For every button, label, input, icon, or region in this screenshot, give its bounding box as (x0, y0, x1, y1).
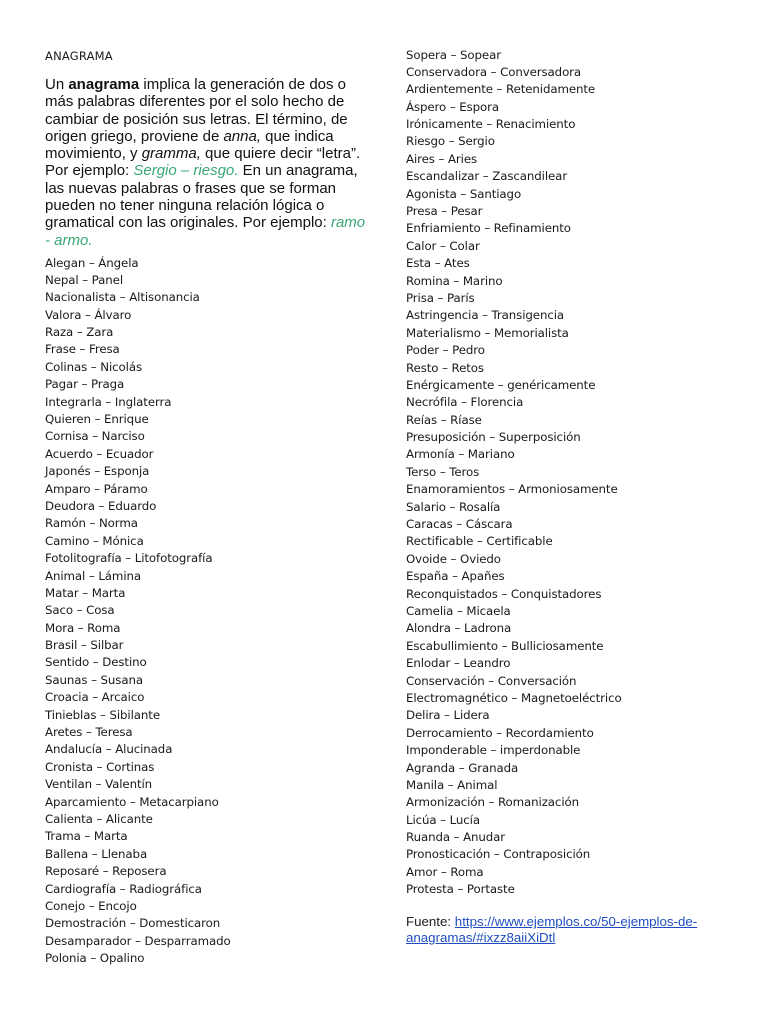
source-link[interactable]: https://www.ejemplos.co/50-ejemplos-de-anagramas/#ixzz8aiiXiDtl (406, 914, 698, 945)
intro-term: anagrama (68, 76, 140, 93)
anagram-pair: Poder – Pedro (406, 343, 485, 358)
anagram-pair: Alegan – Ángela (45, 255, 139, 270)
anagram-pair: Pagar – Praga (45, 377, 125, 392)
anagram-pair: Aparcamiento – Metacarpiano (45, 794, 219, 809)
anagram-pair: Matar – Marta (45, 585, 126, 600)
anagram-pair: Saco – Cosa (45, 603, 115, 618)
anagram-pair: Armonización – Romanización (406, 795, 579, 810)
anagram-pair: Manila – Animal (406, 777, 498, 792)
anagram-pair: Raza – Zara (45, 325, 114, 340)
anagram-pair: Caracas – Cáscara (406, 517, 513, 532)
anagram-pair: Aires – Aries (406, 151, 478, 166)
anagram-pair: Terso – Teros (406, 464, 480, 479)
anagram-pair: Enfriamiento – Refinamiento (406, 221, 571, 236)
intro-example-sergio: Sergio – riesgo. (133, 162, 239, 180)
anagram-pair: Presuposición – Superposición (406, 430, 581, 445)
anagram-pair: Trama – Marta (45, 829, 128, 844)
anagram-pair: Astringencia – Transigencia (406, 308, 565, 323)
anagram-pair: Calienta – Alicante (45, 812, 153, 826)
anagram-pair: Presa – Pesar (406, 204, 483, 219)
anagram-pair: Esta – Ates (406, 256, 470, 271)
intro-text: implica la generación de dos o más palabras diferentes por el solo hecho de cambiar de posición sus letras. El término, de origen griego, proviene de (45, 76, 348, 145)
anagram-pair: Pronosticación – Contraposición (406, 847, 591, 862)
anagram-pair: Reposaré – Reposera (45, 864, 167, 879)
anagram-pair: Romina – Marino (406, 273, 503, 288)
anagram-pair: Prisa – París (406, 290, 475, 305)
anagram-pair: Amor – Roma (406, 864, 484, 879)
anagram-pair: Rectificable – Certificable (406, 534, 553, 549)
anagram-pair: Quieren – Enrique (45, 412, 149, 427)
anagram-pair: Andalucía – Alucinada (45, 742, 173, 757)
anagram-pair: Ruanda – Anudar (406, 830, 506, 845)
anagram-pair: Deudora – Eduardo (45, 498, 157, 513)
anagram-pair: Resto – Retos (406, 360, 484, 375)
anagram-pair: Integrarla – Inglaterra (45, 394, 172, 409)
anagram-pair: Enlodar – Leandro (406, 656, 511, 671)
intro-text: que quiere decir “letra”. Por ejemplo: (45, 145, 361, 180)
source-label: Fuente: (406, 914, 455, 929)
anagram-pair: Escandalizar – Zascandilear (406, 169, 568, 184)
anagram-pair: Valora – Álvaro (45, 307, 132, 322)
anagram-pair: Áspero – Espora (406, 99, 500, 114)
anagram-pair: Imponderable – imperdonable (406, 743, 581, 758)
intro-gramma: gramma, (141, 145, 201, 163)
anagram-pair: Reías – Ríase (406, 412, 482, 427)
anagram-pair: Animal – Lámina (45, 568, 141, 583)
anagram-pair: Agonista – Santiago (406, 186, 522, 201)
anagram-pair: Ballena – Llenaba (45, 846, 148, 861)
anagram-pair: Desamparador – Desparramado (45, 933, 231, 948)
intro-text: que indica movimiento, y (45, 127, 334, 163)
anagram-pair: Sentido – Destino (45, 655, 147, 670)
anagram-list-left (45, 255, 231, 968)
anagram-pair: Ramón – Norma (45, 516, 138, 531)
anagram-pair: Amparo – Páramo (45, 481, 148, 496)
anagram-pair: Salario – Rosalía (406, 499, 501, 514)
intro-example-ramo: ramo - armo. (45, 214, 366, 249)
anagram-pair: Armonía – Mariano (406, 447, 515, 462)
anagram-pair: Ventilan – Valentín (45, 777, 153, 792)
anagram-pair: Conservación – Conversación (406, 673, 577, 688)
anagram-pair: Polonia – Opalino (45, 951, 145, 966)
anagram-pair: Croacia – Arcaico (45, 690, 145, 705)
anagram-pair: Reconquistados – Conquistadores (406, 586, 602, 601)
anagram-pair: Electromagnético – Magnetoeléctrico (406, 690, 622, 705)
anagram-pair: Irónicamente – Renacimiento (406, 117, 576, 132)
anagram-pair: Nepal – Panel (45, 272, 124, 287)
anagram-pair: Demostración – Domesticaron (45, 916, 221, 931)
anagram-pair: Camino – Mónica (45, 533, 144, 548)
anagram-pair: Riesgo – Sergio (406, 134, 495, 149)
anagram-pair: Nacionalista – Altisonancia (45, 290, 200, 305)
anagram-pair: Colinas – Nicolás (45, 359, 143, 374)
intro-text: Un (45, 76, 69, 93)
anagram-pair: Cronista – Cortinas (45, 759, 155, 774)
anagram-pair: Cornisa – Narciso (45, 429, 145, 444)
anagram-pair: Acuerdo – Ecuador (45, 446, 154, 461)
source-note (406, 914, 736, 946)
anagram-pair: Cardiografía – Radiográfica (45, 881, 202, 896)
anagram-pair: Enérgicamente – genéricamente (406, 377, 596, 392)
anagram-pair: Ovoide – Oviedo (406, 551, 501, 566)
anagram-pair: Japonés – Esponja (45, 464, 150, 479)
intro-paragraph (45, 76, 371, 249)
anagram-pair: Fotolitografía – Litofotografía (45, 551, 213, 566)
anagram-pair: Protesta – Portaste (406, 882, 515, 897)
anagram-pair: Brasil – Silbar (45, 638, 124, 653)
intro-anna: anna, (223, 127, 262, 145)
anagram-pair: Ardientemente – Retenidamente (406, 82, 596, 97)
anagram-pair: Camelia – Micaela (406, 604, 511, 618)
anagram-pair: Saunas – Susana (45, 672, 143, 687)
anagram-pair: Enamoramientos – Armoniosamente (406, 482, 618, 497)
anagram-pair: Tinieblas – Sibilante (45, 707, 160, 722)
anagram-pair: Materialismo – Memorialista (406, 325, 569, 340)
anagram-pair: España – Apañes (406, 569, 505, 584)
anagram-pair: Alondra – Ladrona (406, 621, 512, 636)
anagram-pair: Licúa – Lucía (406, 812, 480, 827)
anagram-pair: Derrocamiento – Recordamiento (406, 725, 594, 740)
anagram-pair: Conservadora – Conversadora (406, 64, 582, 79)
anagram-pair: Delira – Lidera (406, 708, 490, 723)
anagram-pair: Calor – Colar (406, 238, 480, 253)
anagram-pair: Conejo – Encojo (45, 898, 137, 913)
anagram-pair: Agranda – Granada (406, 760, 519, 775)
intro-text: En un anagrama, las nuevas palabras o frases que se forman pueden no tener ninguna relación lógica o gramatical con las originales. Por ejemplo: (45, 162, 358, 232)
anagram-pair: Necrófila – Florencia (406, 395, 524, 410)
anagram-pair: Sopera – Sopear (406, 47, 501, 62)
anagram-pair: Frase – Fresa (45, 342, 120, 357)
anagram-pair: Escabullimiento – Bulliciosamente (406, 638, 604, 653)
anagram-pair: Mora – Roma (45, 620, 121, 635)
document-title: ANAGRAMA (45, 49, 113, 63)
anagram-pair: Aretes – Teresa (45, 725, 133, 740)
anagram-list-right (406, 47, 622, 899)
